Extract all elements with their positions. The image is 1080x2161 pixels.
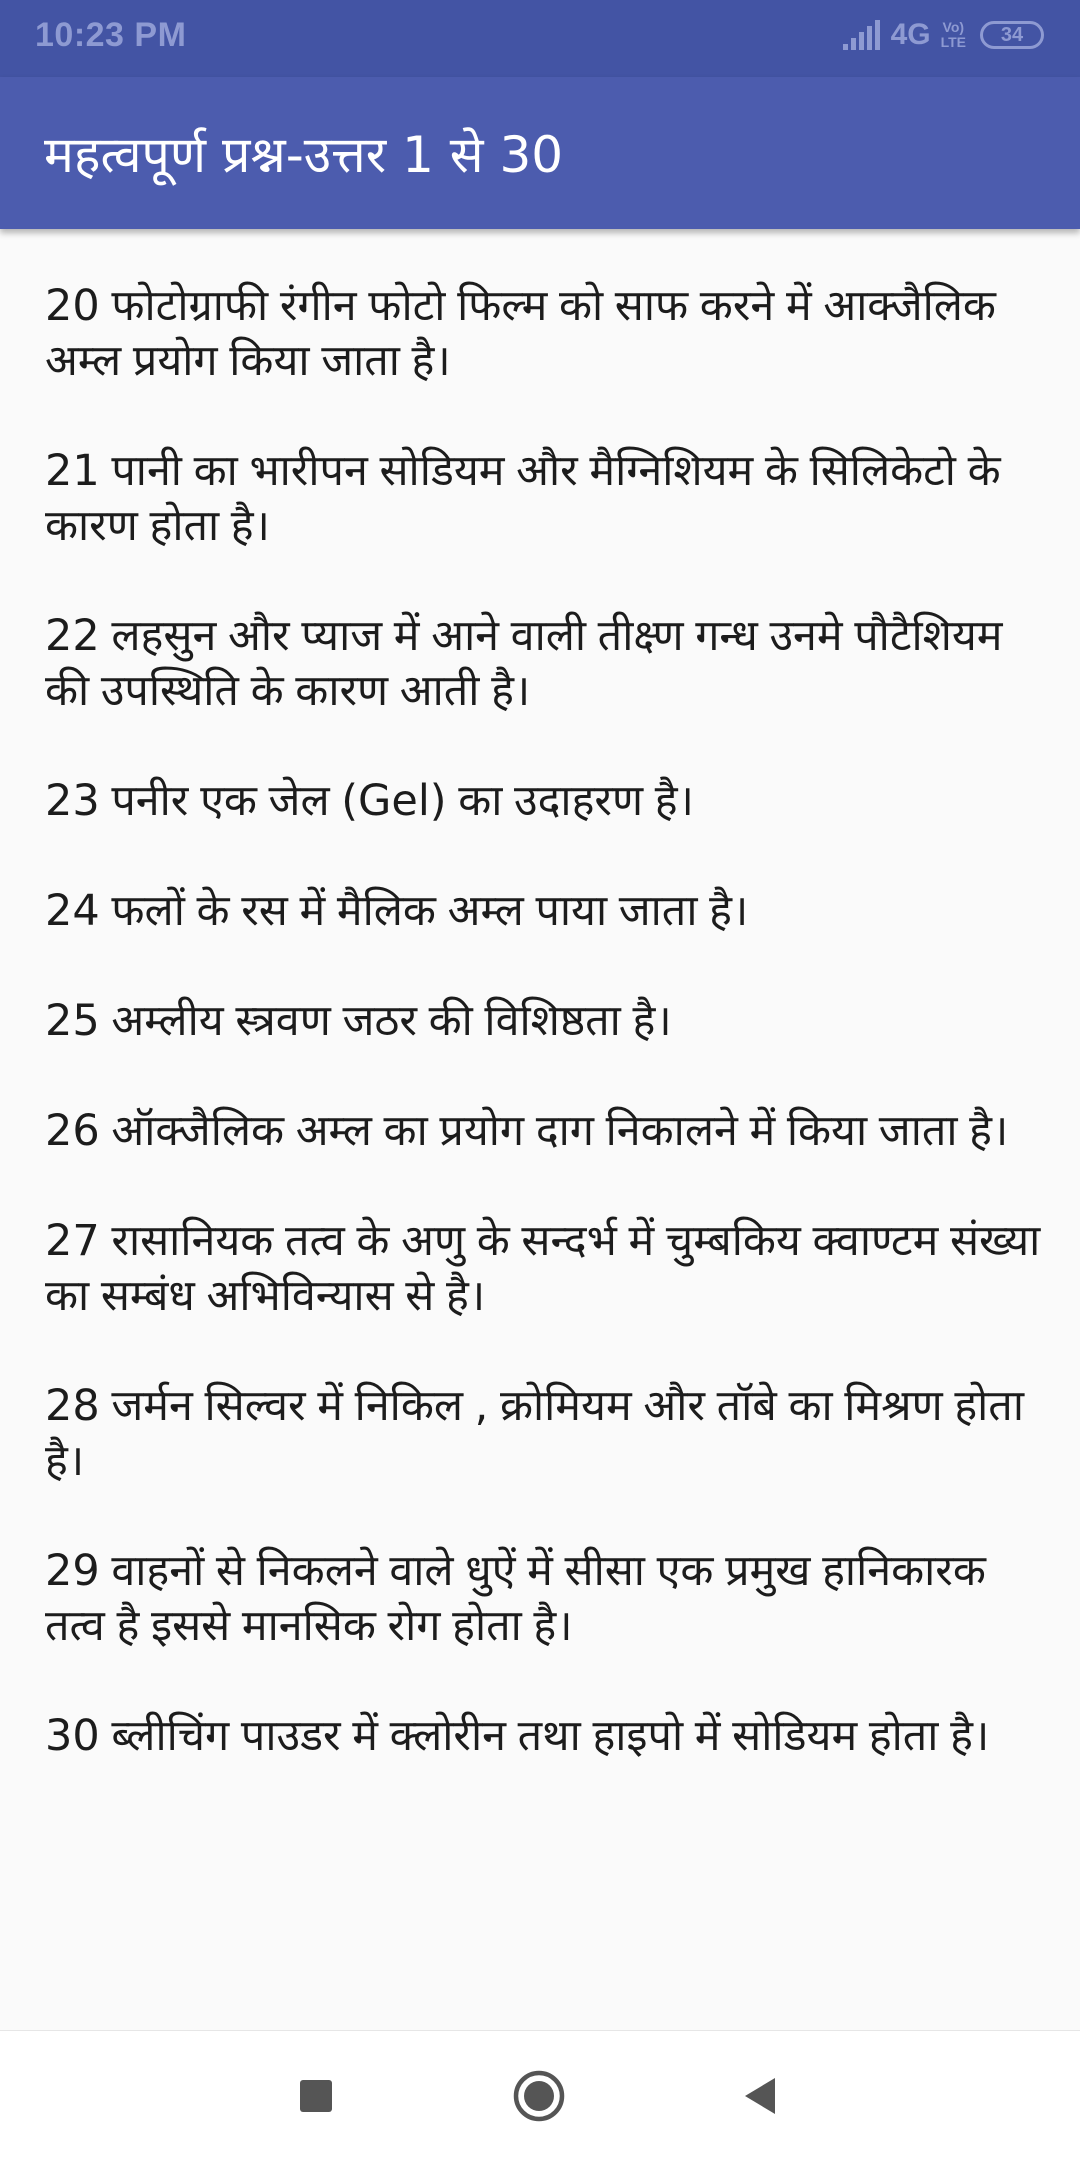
status-time: 10:23 PM bbox=[35, 16, 187, 54]
qa-item-29: 29 वाहनों से निकलने वाले धुऐं में सीसा एक प्रमुख हानिकारक तत्व है इससे मानसिक रोग होता है। bbox=[45, 1546, 986, 1651]
status-icons bbox=[841, 18, 1044, 52]
network-type-label: 4G bbox=[890, 18, 931, 51]
volte-bottom-label: LTE bbox=[940, 34, 966, 50]
content-scroll-area[interactable] bbox=[0, 229, 1080, 2029]
qa-item-23: 23 पनीर एक जेल (Gel) का उदाहरण है। bbox=[45, 776, 694, 826]
recents-square-icon[interactable] bbox=[286, 2066, 346, 2126]
qa-item-20: 20 फोटोग्राफी रंगीन फोटो फिल्म को साफ करने में आक्जैलिक अम्ल प्रयोग किया जाता है। bbox=[45, 281, 996, 386]
page-title: महत्वपूर्ण प्रश्न-उत्तर 1 से 30 bbox=[44, 126, 564, 184]
qa-item-21: 21 पानी का भारीपन सोडियम और मैग्निशियम के सिलिकेटो के कारण होता है। bbox=[45, 446, 1001, 551]
back-triangle-icon[interactable] bbox=[731, 2066, 791, 2126]
battery-level: 34 bbox=[1000, 23, 1024, 46]
app-bar bbox=[0, 77, 1080, 229]
battery-icon bbox=[980, 21, 1044, 49]
home-circle-icon[interactable] bbox=[509, 2066, 569, 2126]
volte-top-label: Vo) bbox=[942, 19, 965, 35]
qa-item-30: 30 ब्लीचिंग पाउडर में क्लोरीन तथा हाइपो में सोडियम होता है। bbox=[45, 1711, 990, 1761]
qa-item-28: 28 जर्मन सिल्वर में निकिल , क्रोमियम और तॉबे का मिश्रण होता है। bbox=[45, 1381, 1024, 1486]
qa-item-25: 25 अम्लीय स्त्रवण जठर की विशिष्ठता है। bbox=[45, 996, 672, 1046]
status-bar bbox=[0, 0, 1080, 77]
volte-icon bbox=[941, 20, 966, 50]
signal-icon bbox=[841, 18, 881, 52]
qa-item-22: 22 लहसुन और प्याज में आने वाली तीक्ष्ण गन्ध उनमे पौटैशियम की उपस्थिति के कारण आती है। bbox=[45, 611, 1003, 716]
system-nav-bar bbox=[0, 2030, 1080, 2161]
qa-item-24: 24 फलों के रस में मैलिक अम्ल पाया जाता है। bbox=[45, 886, 749, 936]
qa-item-26: 26 ऑक्जैलिक अम्ल का प्रयोग दाग निकालने में किया जाता है। bbox=[45, 1106, 1009, 1156]
qa-item-27: 27 रासानियक तत्व के अणु के सन्दर्भ में चुम्बकिय क्वाण्टम संख्या का सम्बंध अभिविन्यास से है। bbox=[45, 1216, 1041, 1321]
